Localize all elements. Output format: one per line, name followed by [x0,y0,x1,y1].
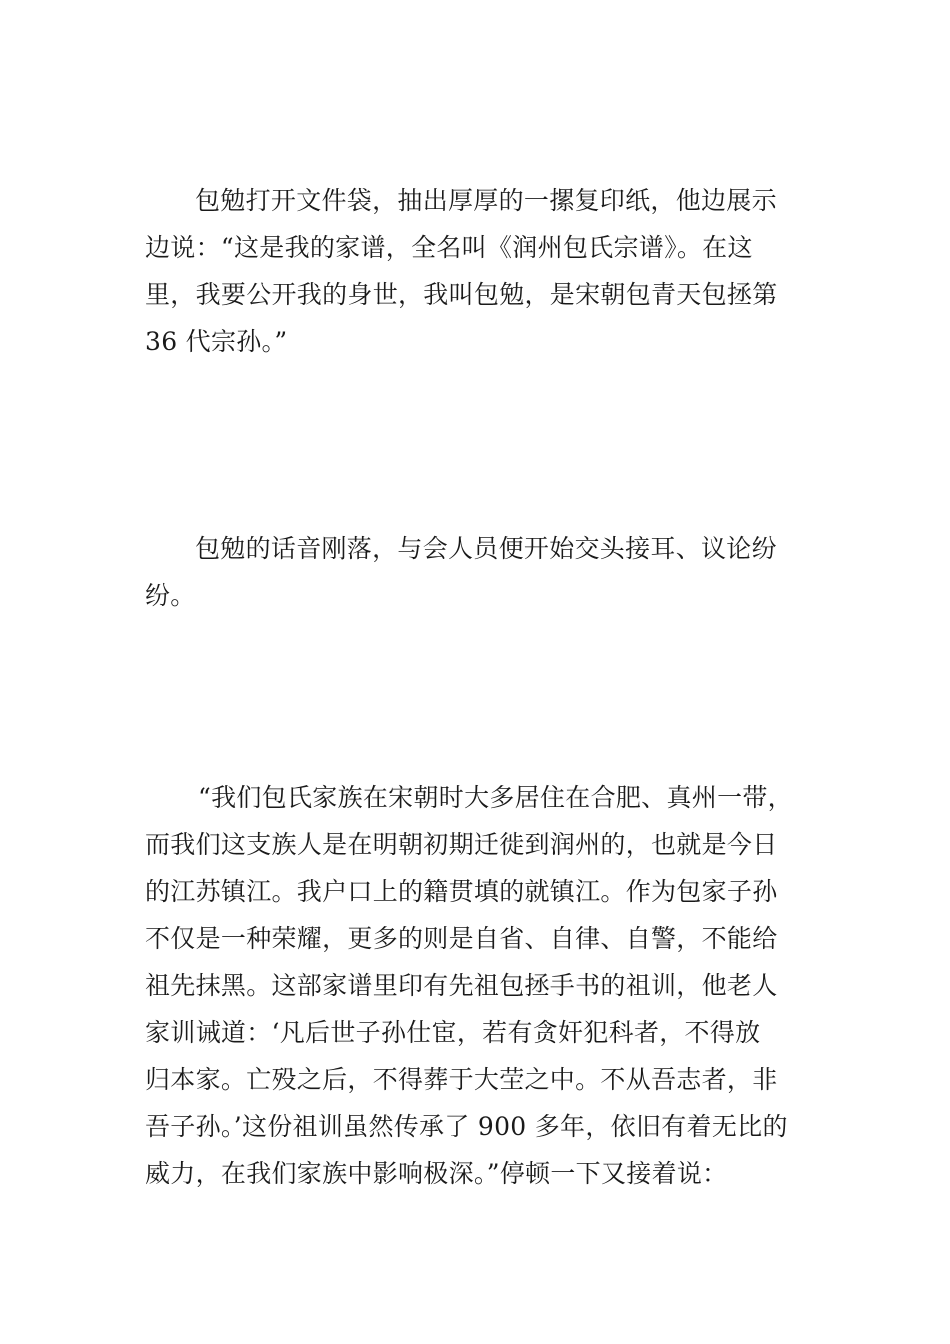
paragraph-line: 家训诫道：‘凡后世子孙仕宦，若有贪奸犯科者，不得放 [145,1018,761,1047]
paragraph-line: 不仅是一种荣耀，更多的则是自省、自律、自警，不能给 [145,924,778,953]
paragraph-line: 吾子孙。’这份祖训虽然传承了 900 多年，依旧有着无比的 [145,1112,788,1141]
paragraph-line: 威力，在我们家族中影响极深。”停顿一下又接着说： [145,1159,728,1188]
paragraph-line: 的江苏镇江。我户口上的籍贯填的就镇江。作为包家子孙 [145,877,778,906]
paragraph-line: 里，我要公开我的身世，我叫包勉，是宋朝包青天包拯第 [145,280,778,309]
paragraph-line: 祖先抹黑。这部家谱里印有先祖包拯手书的祖训，他老人 [145,971,778,1000]
paragraph-line: 而我们这支族人是在明朝初期迁徙到润州的，也就是今日 [145,830,778,859]
paragraph-line: 包勉打开文件袋，抽出厚厚的一摞复印纸，他边展示 [195,186,777,215]
paragraph-line: “我们包氏家族在宋朝时大多居住在合肥、真州一带， [198,783,793,812]
paragraph-line: 36 代宗孙。” [145,327,288,356]
paragraph-line: 边说：“这是我的家谱，全名叫《润州包氏宗谱》。在这 [145,233,753,262]
paragraph-line: 纷。 [145,581,196,610]
paragraph-line: 归本家。亡殁之后，不得葬于大茔之中。不从吾志者，非 [145,1065,778,1094]
paragraph-line: 包勉的话音刚落，与会人员便开始交头接耳、议论纷 [195,534,777,563]
